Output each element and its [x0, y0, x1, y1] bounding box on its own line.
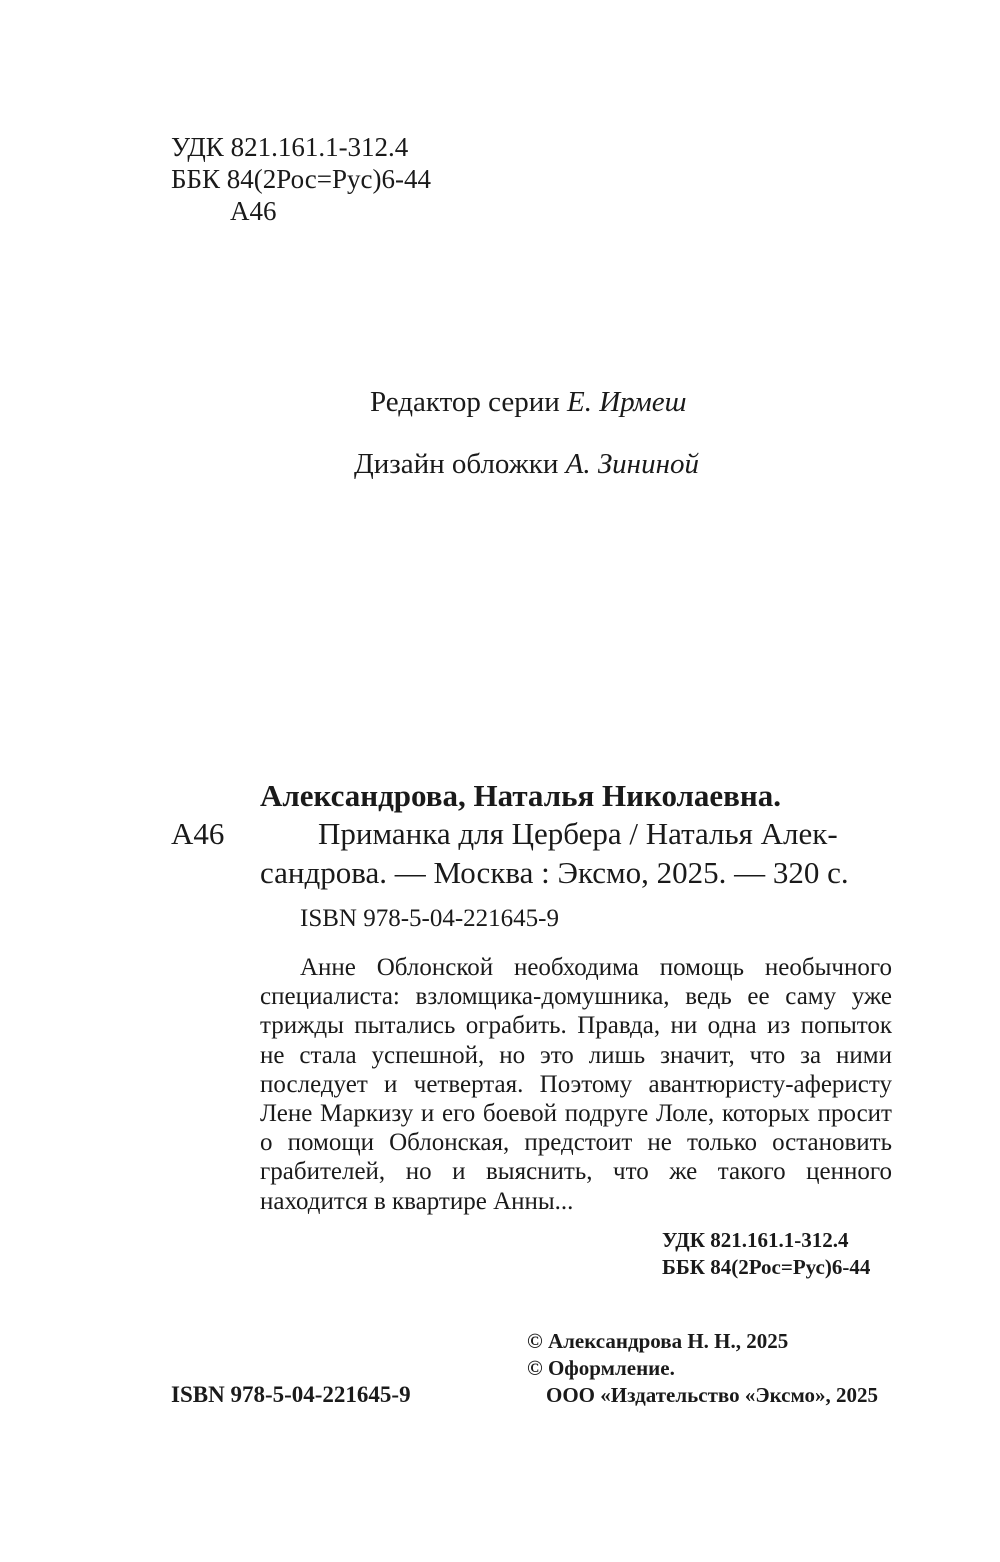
series-editor-credit	[370, 385, 686, 419]
series-editor-label: Редактор серии	[370, 386, 560, 418]
isbn-record: ISBN 978-5-04-221645-9	[300, 905, 560, 932]
author-mark: А46	[171, 816, 225, 851]
series-editor-name: Е. Ирмеш	[567, 386, 687, 418]
author-mark-top: А46	[230, 196, 277, 226]
cover-design-credit	[354, 447, 699, 481]
copyright-publisher: ООО «Издательство «Эксмо», 2025	[546, 1383, 879, 1407]
cover-design-label: Дизайн обложки	[354, 448, 559, 480]
bibliographic-line-1: Приманка для Цербера / Наталья Алек-	[318, 816, 838, 851]
isbn-bottom: ISBN 978-5-04-221645-9	[171, 1382, 411, 1407]
bbk-code-top: ББК 84(2Рос=Рус)6-44	[171, 164, 431, 194]
book-annotation: Анне Облонской необходима помощь необычного специалиста: взломщика-домушника, ведь ее саму уже трижды пытались ограбить. Правда, ни одна из попыток не стала успешной, но это лишь значит, что за ними последует и четвертая. Поэтому авантюристу-аферисту Лене Маркизу и его боевой подруге Лоле, которых просит о помощи Облонская, предстоит не только остановить грабителей, но и выяснить, что же такого ценного находится в квартире Анны...	[260, 954, 892, 1215]
udk-code-bottom: УДК 821.161.1-312.4	[662, 1228, 849, 1252]
copyright-author: © Александрова Н. Н., 2025	[527, 1329, 789, 1353]
bbk-code-bottom: ББК 84(2Рос=Рус)6-44	[662, 1255, 871, 1279]
bibliographic-line-2: сандрова. — Москва : Эксмо, 2025. — 320 с.	[260, 855, 849, 890]
copyright-design: © Оформление.	[527, 1356, 675, 1380]
udk-code-top: УДК 821.161.1-312.4	[171, 132, 409, 162]
cover-design-name: А. Зининой	[565, 448, 699, 480]
author-heading: Александрова, Наталья Николаевна.	[260, 778, 782, 813]
